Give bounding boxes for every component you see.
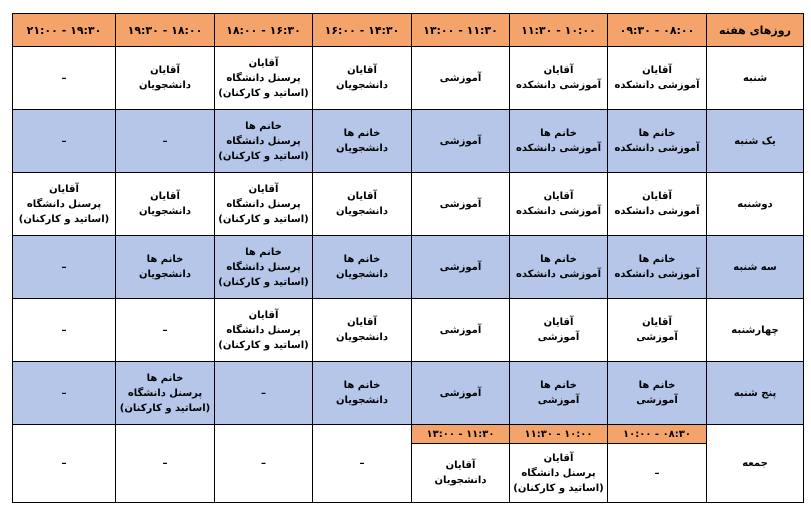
cell-text: (اساتید و کارکنان) bbox=[218, 339, 309, 351]
schedule-cell bbox=[13, 236, 116, 299]
schedule-cell bbox=[215, 110, 313, 173]
schedule-table bbox=[12, 13, 804, 503]
cell-text: دانشجویان bbox=[335, 269, 388, 280]
schedule-cell bbox=[510, 299, 608, 362]
cell-text: دانشجویان bbox=[335, 206, 388, 217]
schedule-cell bbox=[116, 110, 215, 173]
schedule-cell bbox=[13, 299, 116, 362]
header-slot: ۱۱:۳۰ - ۱۳:۰۰ bbox=[412, 14, 510, 47]
cell-text: خانم ها bbox=[245, 246, 282, 258]
cell-text: آقایان bbox=[347, 317, 377, 328]
schedule-cell bbox=[13, 425, 116, 503]
day-row bbox=[13, 236, 804, 299]
cell-text: آقایان bbox=[248, 183, 279, 195]
day-label: چهارشنبه bbox=[707, 299, 804, 362]
day-row bbox=[13, 362, 804, 425]
friday-time-row bbox=[13, 425, 804, 444]
schedule-cell bbox=[412, 444, 510, 503]
day-label: یک شنبه bbox=[707, 110, 804, 173]
day-label: سه شنبه bbox=[707, 236, 804, 299]
header-slot: ۱۹:۳۰ - ۲۱:۰۰ bbox=[13, 14, 116, 47]
day-row bbox=[13, 173, 804, 236]
cell-text: (اساتید و کارکنان) bbox=[218, 87, 309, 99]
schedule-cell bbox=[412, 173, 510, 236]
schedule-cell bbox=[608, 444, 707, 503]
cell-text: آموزشی دانشکده bbox=[614, 269, 700, 280]
cell-text: آقایان bbox=[642, 191, 672, 202]
schedule-cell bbox=[215, 236, 313, 299]
cell-text: دانشجویان bbox=[138, 206, 191, 217]
cell-text: آموزشی دانشکده bbox=[614, 143, 700, 154]
day-label: پنج شنبه bbox=[707, 362, 804, 425]
schedule-cell bbox=[215, 425, 313, 503]
cell-text: آقایان bbox=[248, 309, 279, 321]
cell-text: – bbox=[61, 135, 67, 147]
cell-text: آقایان bbox=[543, 452, 574, 464]
schedule-cell bbox=[215, 47, 313, 110]
cell-text: پرسنل دانشگاه bbox=[521, 467, 596, 479]
cell-text: دانشجویان bbox=[335, 143, 388, 154]
cell-text: پرسنل دانشگاه bbox=[127, 387, 203, 399]
cell-text: دانشجویان bbox=[138, 80, 191, 91]
schedule-cell bbox=[116, 47, 215, 110]
schedule-cell bbox=[510, 173, 608, 236]
cell-text: دانشجویان bbox=[335, 395, 388, 406]
cell-text: آقایان bbox=[49, 183, 79, 195]
schedule-cell bbox=[313, 173, 412, 236]
day-row bbox=[13, 47, 804, 110]
cell-text: دانشجویان bbox=[434, 475, 487, 486]
day-label: شنبه bbox=[707, 47, 804, 110]
cell-text: (اساتید و کارکنان) bbox=[218, 150, 309, 162]
cell-text: پرسنل دانشگاه bbox=[226, 324, 301, 336]
cell-text: آقایان bbox=[642, 317, 672, 328]
cell-text: آموزشی دانشکده bbox=[515, 206, 602, 217]
cell-text: (اساتید و کارکنان) bbox=[513, 482, 604, 494]
cell-text: دانشجویان bbox=[138, 269, 191, 280]
cell-text: خانم ها bbox=[540, 128, 577, 139]
schedule-cell bbox=[608, 299, 707, 362]
cell-text: – bbox=[61, 72, 67, 84]
schedule-cell bbox=[116, 299, 215, 362]
day-label: جمعه bbox=[707, 425, 804, 503]
schedule-cell bbox=[13, 47, 116, 110]
schedule-cell bbox=[608, 47, 707, 110]
day-label: دوشنبه bbox=[707, 173, 804, 236]
schedule-container bbox=[12, 13, 804, 503]
schedule-cell bbox=[510, 236, 608, 299]
cell-text: آقایان bbox=[642, 65, 672, 76]
cell-text: آقایان bbox=[347, 191, 377, 202]
cell-text: آقایان bbox=[347, 65, 377, 76]
cell-text: آموزشی دانشکده bbox=[515, 80, 602, 91]
schedule-cell bbox=[608, 173, 707, 236]
day-row bbox=[13, 110, 804, 173]
cell-text: خانم ها bbox=[638, 380, 676, 391]
schedule-cell bbox=[412, 236, 510, 299]
friday-slot-time: ۰۸:۳۰ - ۱۰:۰۰ bbox=[608, 425, 707, 444]
schedule-cell bbox=[412, 362, 510, 425]
schedule-cell bbox=[313, 362, 412, 425]
cell-text: – bbox=[261, 458, 266, 469]
cell-text: آقایان bbox=[248, 57, 279, 69]
cell-text: آموزشی bbox=[439, 387, 482, 399]
cell-text: – bbox=[162, 458, 168, 469]
cell-text: خانم ها bbox=[146, 254, 184, 265]
cell-text: دانشجویان bbox=[335, 80, 388, 91]
cell-text: آقایان bbox=[543, 317, 574, 328]
cell-text: آموزشی bbox=[636, 332, 678, 343]
schedule-cell bbox=[313, 425, 412, 503]
schedule-cell bbox=[510, 110, 608, 173]
cell-text: خانم ها bbox=[638, 128, 676, 139]
schedule-cell bbox=[13, 110, 116, 173]
cell-text: خانم ها bbox=[245, 120, 282, 132]
header-slot: ۰۸:۰۰ - ۰۹:۳۰ bbox=[608, 14, 707, 47]
schedule-cell bbox=[313, 236, 412, 299]
cell-text: پرسنل دانشگاه bbox=[26, 198, 102, 210]
cell-text: آموزشی دانشکده bbox=[614, 80, 700, 91]
cell-text: – bbox=[654, 467, 660, 479]
friday-slot-time: ۱۱:۳۰ - ۱۳:۰۰ bbox=[412, 425, 510, 444]
schedule-cell bbox=[510, 47, 608, 110]
schedule-cell bbox=[313, 299, 412, 362]
schedule-cell bbox=[116, 425, 215, 503]
cell-text: آقایان bbox=[150, 65, 180, 76]
cell-text: آقایان bbox=[543, 65, 574, 76]
cell-text: دانشجویان bbox=[335, 332, 388, 343]
friday-slot-time: ۱۰:۰۰ - ۱۱:۳۰ bbox=[510, 425, 608, 444]
schedule-cell bbox=[510, 444, 608, 503]
cell-text: – bbox=[261, 387, 266, 399]
cell-text: آموزشی bbox=[439, 135, 482, 147]
cell-text: پرسنل دانشگاه bbox=[226, 135, 301, 147]
header-row bbox=[13, 14, 804, 47]
schedule-cell bbox=[13, 362, 116, 425]
schedule-cell bbox=[13, 173, 116, 236]
header-slot: ۱۶:۳۰ - ۱۸:۰۰ bbox=[215, 14, 313, 47]
cell-text: خانم ها bbox=[343, 254, 381, 265]
cell-text: (اساتید و کارکنان) bbox=[218, 213, 309, 225]
cell-text: – bbox=[61, 324, 67, 336]
schedule-cell bbox=[215, 173, 313, 236]
schedule-cell bbox=[116, 362, 215, 425]
cell-text: خانم ها bbox=[343, 128, 381, 139]
cell-text: خانم ها bbox=[638, 254, 676, 265]
schedule-cell bbox=[116, 236, 215, 299]
cell-text: – bbox=[61, 387, 67, 399]
schedule-cell bbox=[608, 236, 707, 299]
cell-text: پرسنل دانشگاه bbox=[226, 72, 301, 84]
cell-text: آموزشی bbox=[439, 72, 482, 84]
cell-text: آموزشی bbox=[439, 324, 482, 336]
schedule-cell bbox=[608, 362, 707, 425]
cell-text: خانم ها bbox=[540, 380, 577, 391]
cell-text: خانم ها bbox=[146, 372, 184, 384]
cell-text: – bbox=[61, 458, 67, 469]
schedule-cell bbox=[608, 110, 707, 173]
cell-text: آموزشی bbox=[537, 395, 580, 406]
schedule-cell bbox=[215, 299, 313, 362]
cell-text: – bbox=[162, 135, 168, 147]
cell-text: پرسنل دانشگاه bbox=[226, 198, 301, 210]
cell-text: آموزشی bbox=[439, 261, 482, 273]
schedule-cell bbox=[412, 110, 510, 173]
cell-text: – bbox=[359, 458, 365, 469]
day-row bbox=[13, 299, 804, 362]
schedule-cell bbox=[412, 299, 510, 362]
cell-text: آموزشی دانشکده bbox=[515, 143, 602, 154]
cell-text: آقایان bbox=[150, 191, 180, 202]
cell-text: آموزشی دانشکده bbox=[515, 269, 602, 280]
header-slot: ۱۸:۰۰ - ۱۹:۳۰ bbox=[116, 14, 215, 47]
schedule-cell bbox=[215, 362, 313, 425]
cell-text: (اساتید و کارکنان) bbox=[18, 213, 110, 225]
cell-text: آموزشی bbox=[537, 332, 580, 343]
cell-text: آقایان bbox=[445, 460, 476, 471]
cell-text: (اساتید و کارکنان) bbox=[218, 276, 309, 288]
schedule-cell bbox=[510, 362, 608, 425]
cell-text: پرسنل دانشگاه bbox=[226, 261, 301, 273]
cell-text: – bbox=[61, 261, 67, 273]
header-days-label: روزهای هفته bbox=[707, 14, 804, 47]
cell-text: خانم ها bbox=[343, 380, 381, 391]
cell-text: آموزشی دانشکده bbox=[614, 206, 700, 217]
cell-text: آموزشی bbox=[636, 395, 678, 406]
cell-text: آقایان bbox=[543, 191, 574, 202]
cell-text: (اساتید و کارکنان) bbox=[119, 402, 211, 414]
schedule-cell bbox=[116, 173, 215, 236]
cell-text: – bbox=[162, 324, 168, 336]
header-slot: ۱۰:۰۰ - ۱۱:۳۰ bbox=[510, 14, 608, 47]
header-slot: ۱۴:۳۰ - ۱۶:۰۰ bbox=[313, 14, 412, 47]
cell-text: آموزشی bbox=[439, 198, 482, 210]
schedule-cell bbox=[313, 110, 412, 173]
schedule-cell bbox=[412, 47, 510, 110]
cell-text: خانم ها bbox=[540, 254, 577, 265]
schedule-cell bbox=[313, 47, 412, 110]
